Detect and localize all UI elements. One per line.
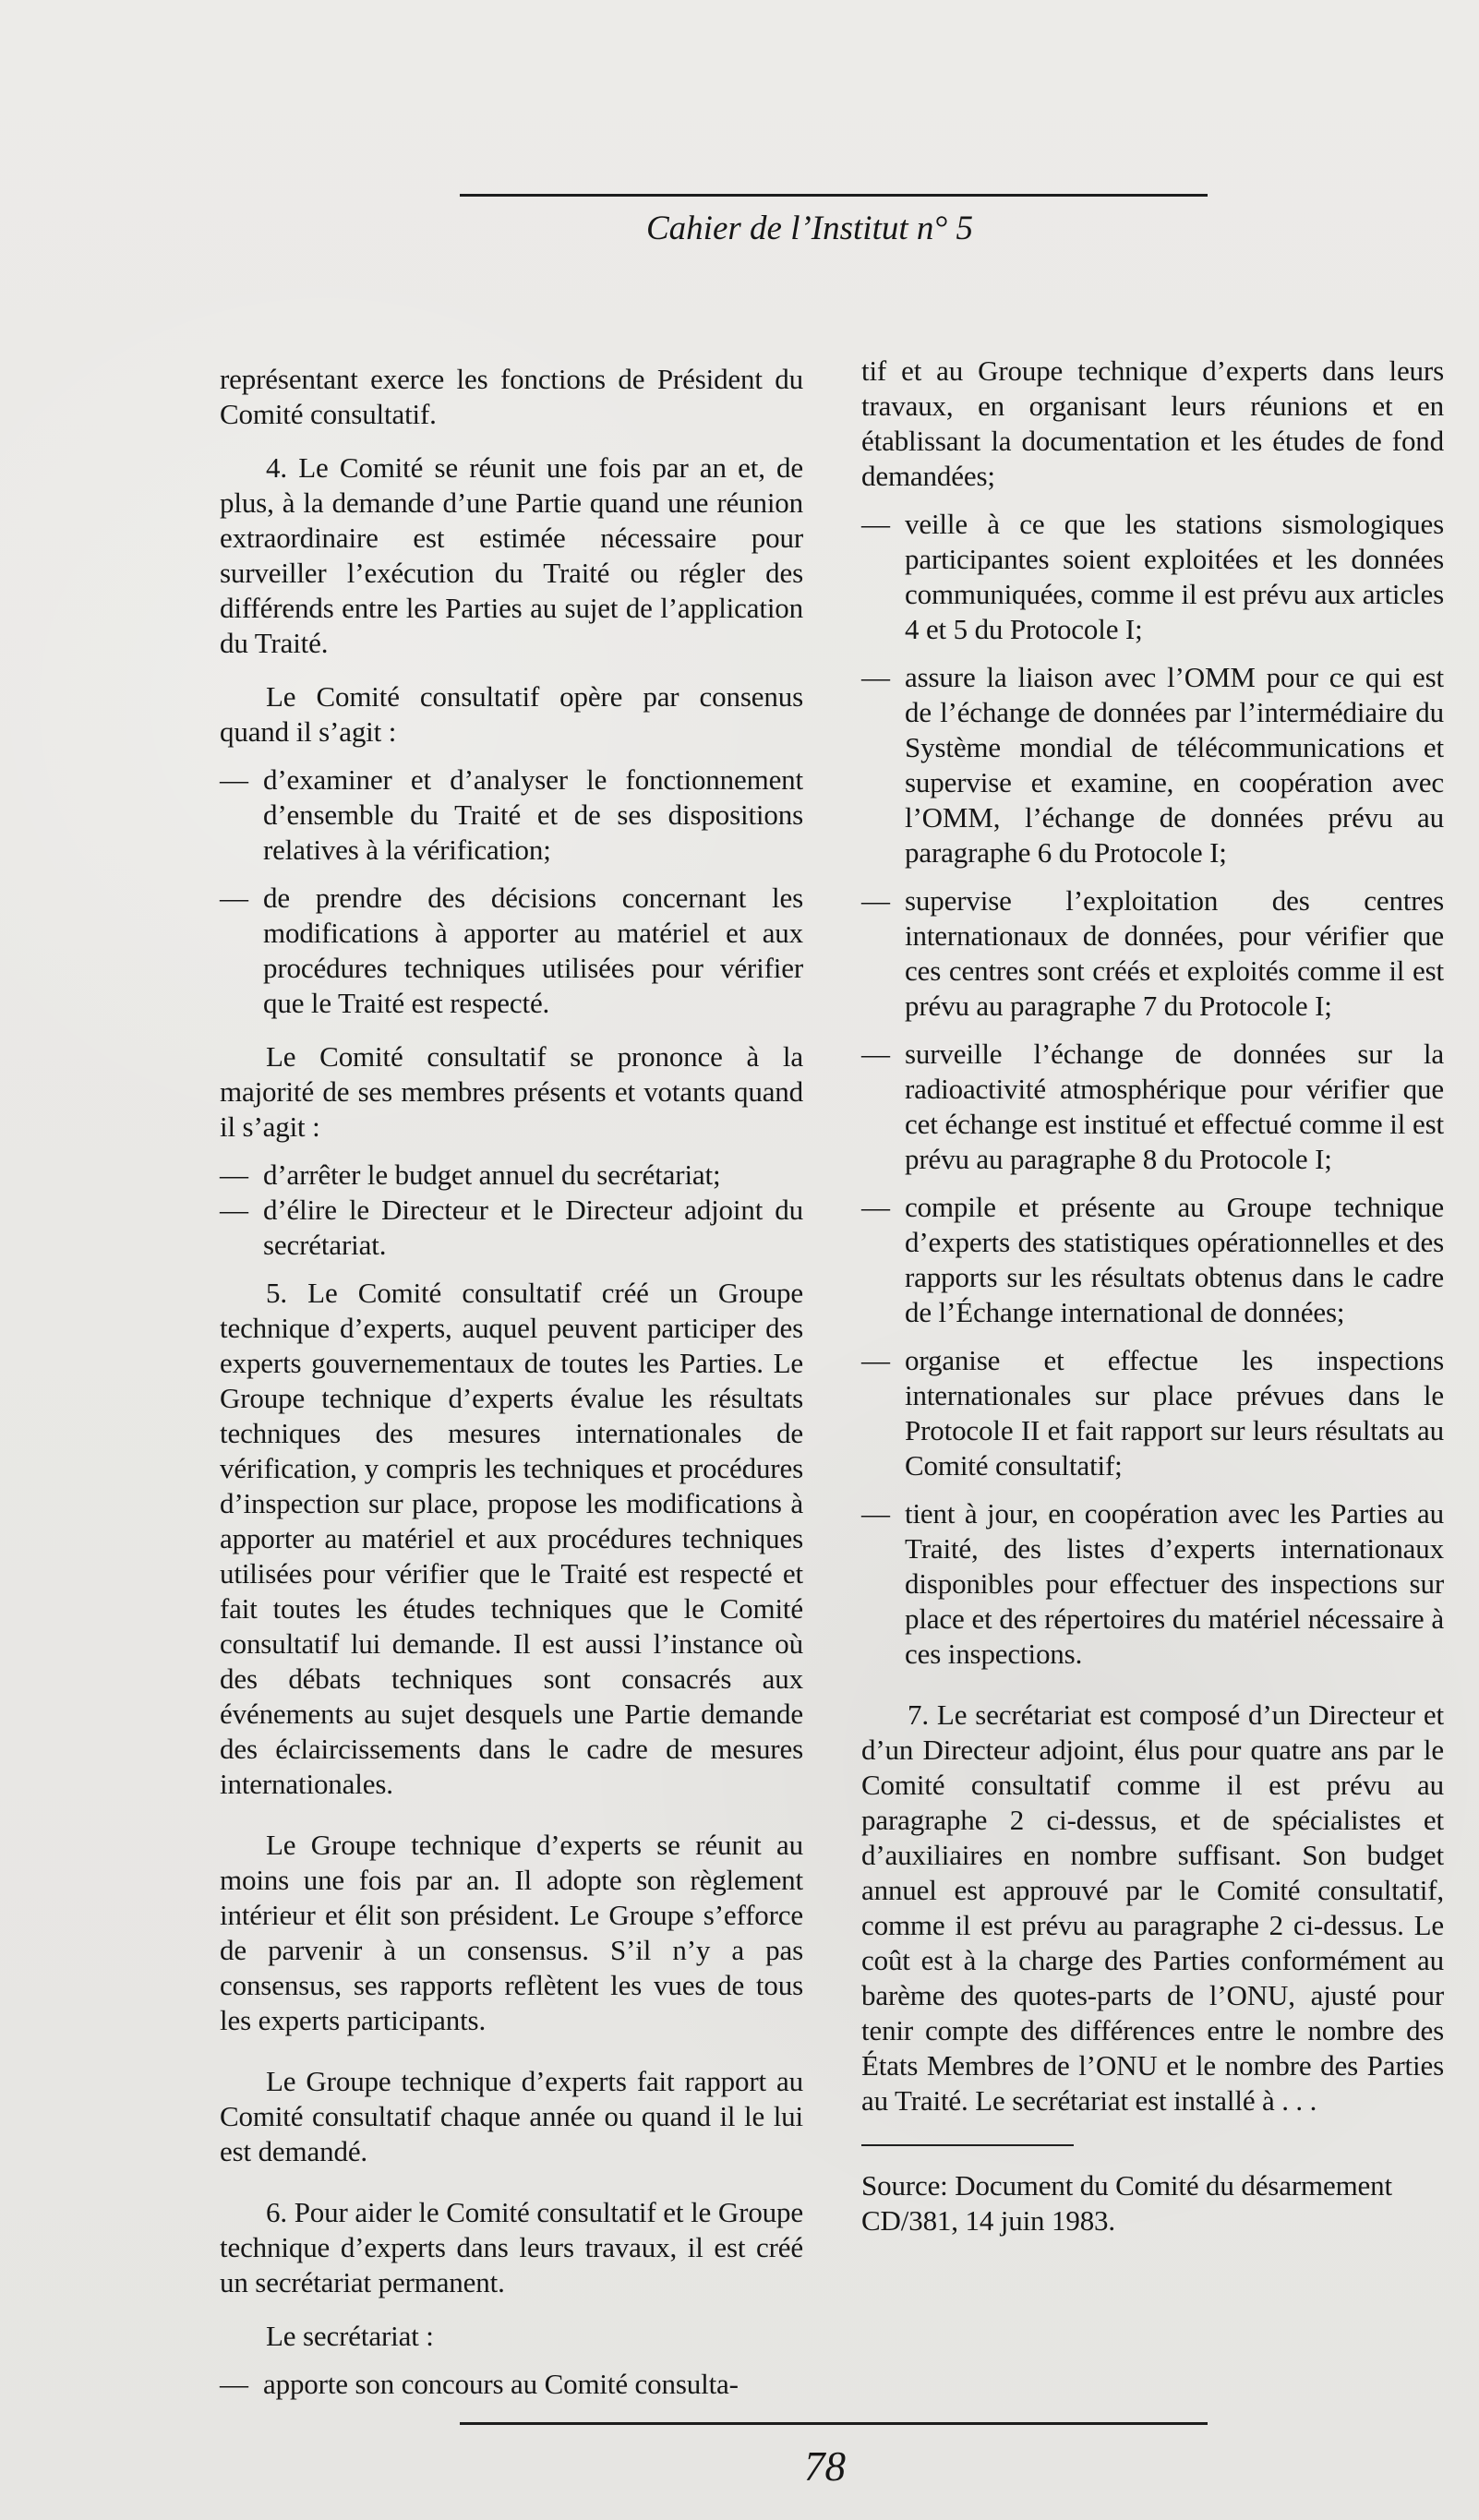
right-paragraph-2: 7. Le secrétariat est composé d’un Directeur et d’un Directeur adjoint, élus pour quatre ans par le Comité consultatif comme il est prévu au paragraphe 2 ci-dessus, et de spécialistes et d’auxiliaires en nombre suffisant. Son budget annuel est approuvé par le Comité consultatif, comme il est prévu au paragraphe 2 ci-dessus. Le coût est à la charge des Parties conformément au barème des quotes-parts de l’ONU, ajusté pour tenir compte des différences entre le nombre des États Membres de l’ONU et le nombre des Parties au Traité. Le secrétariat est installé à . . . <box>861 1698 1444 2117</box>
left-dash-item-4: — d’élire le Directeur et le Directeur adjoint du secrétariat. <box>220 1193 803 1263</box>
left-paragraph-1: représentant exerce les fonctions de Président du Comité consultatif. <box>220 363 803 430</box>
source-note: Source: Document du Comité du désarmement CD/381, 14 juin 1983. <box>861 2169 1392 2237</box>
top-rule <box>460 194 1208 197</box>
right-dash-item-4: — surveille l’échange de données sur la radioactivité atmosphérique pour vérifier que cet échange est institué et effectué comme il est prévu au paragraphe 8 du Protocole I; <box>861 1037 1444 1177</box>
left-dash-item-3: — d’arrêter le budget annuel du secrétariat; <box>220 1158 803 1193</box>
bottom-rule <box>460 2422 1208 2425</box>
right-text-column <box>861 354 1444 2238</box>
left-dash-item-2: — de prendre des décisions concernant les modifications à apporter au matériel et aux procédures techniques utilisées pour vérifier que le Traité est respecté. <box>220 881 803 1021</box>
right-dash-item-2: — assure la liaison avec l’OMM pour ce qui est de l’échange de données par l’intermédiaire du Système mondial de télécommunications et supervise et examine, en coopération avec l’OMM, l’échange de données prévu au paragraphe 6 du Protocole I; <box>861 660 1444 870</box>
right-dash-item-7: — tient à jour, en coopération avec les Parties au Traité, des listes d’experts internationaux disponibles pour effectuer des inspections sur place et des répertoires du matériel nécessaire à ces inspections. <box>861 1496 1444 1672</box>
running-title: Cahier de l’Institut n° 5 <box>646 210 973 247</box>
right-dash-item-6: — organise et effectue les inspections internationales sur place prévues dans le Protocole II et fait rapport sur leurs résultats au Comité consultatif; <box>861 1343 1444 1483</box>
left-paragraph-9: Le secrétariat : <box>266 2320 434 2352</box>
source-separator <box>861 2144 1074 2146</box>
right-dash-item-3: — supervise l’exploitation des centres internationaux de données, pour vérifier que ces centres sont créés et exploités comme il est prévu au paragraphe 7 du Protocole I; <box>861 883 1444 1024</box>
left-paragraph-3: Le Comité consultatif opère par consenus quand il s’agit : <box>220 680 803 748</box>
left-dash-item-5: — apporte son concours au Comité consulta- <box>220 2367 803 2402</box>
left-paragraph-6: Le Groupe technique d’experts se réunit au moins une fois par an. Il adopte son règlement intérieur et élit son président. Le Groupe s’efforce de parvenir à un consensus. S’il n’y a pas consensus, ses rapports reflètent les vues de tous les experts participants. <box>220 1829 803 2036</box>
left-paragraph-2: 4. Le Comité se réunit une fois par an et, de plus, à la demande d’une Partie quand une réunion extraordinaire est estimée nécessaire pour surveiller l’exécution du Traité ou régler des différends entre les Parties au sujet de l’application du Traité. <box>220 451 803 659</box>
left-paragraph-5: 5. Le Comité consultatif créé un Groupe technique d’experts, auquel peuvent participer des experts gouvernementaux de toutes les Parties. Le Groupe technique d’experts évalue les résultats techniques des mesures internationales de vérification, y compris les techniques et procédures d’inspection sur place, propose les modifications à apporter au matériel et aux procédures techniques utilisées pour vérifier que le Traité est respecté et fait toutes les études techniques que le Comité consultatif lui demande. Il est aussi l’instance où des débats techniques sont consacrés aux événements au sujet desquels une Partie demande des éclaircissements dans le cadre de mesures internationales. <box>220 1277 803 1800</box>
left-paragraph-8: 6. Pour aider le Comité consultatif et le Groupe technique d’experts dans leurs travaux, il est créé un secrétariat permanent. <box>220 2196 803 2298</box>
left-text-column <box>220 362 803 2402</box>
left-paragraph-4: Le Comité consultatif se prononce à la majorité de ses membres présents et votants quand il s’agit : <box>220 1040 803 1143</box>
right-paragraph-1: tif et au Groupe technique d’experts dans leurs travaux, en organisant leurs réunions et en établissant la documentation et les études de fond demandées; <box>861 354 1444 492</box>
left-dash-item-1: — d’examiner et d’analyser le fonctionnement d’ensemble du Traité et de ses dispositions relatives à la vérification; <box>220 762 803 868</box>
left-paragraph-7: Le Groupe technique d’experts fait rapport au Comité consultatif chaque année ou quand il le lui est demandé. <box>220 2065 803 2167</box>
right-dash-item-5: — compile et présente au Groupe technique d’experts des statistiques opérationnelles et des rapports sur les résultats obtenus dans le cadre de l’Échange international de données; <box>861 1190 1444 1330</box>
right-dash-item-1: — veille à ce que les stations sismologiques participantes soient exploitées et les données communiquées, comme il est prévu aux articles 4 et 5 du Protocole I; <box>861 507 1444 647</box>
page-number: 78 <box>804 2443 846 2490</box>
